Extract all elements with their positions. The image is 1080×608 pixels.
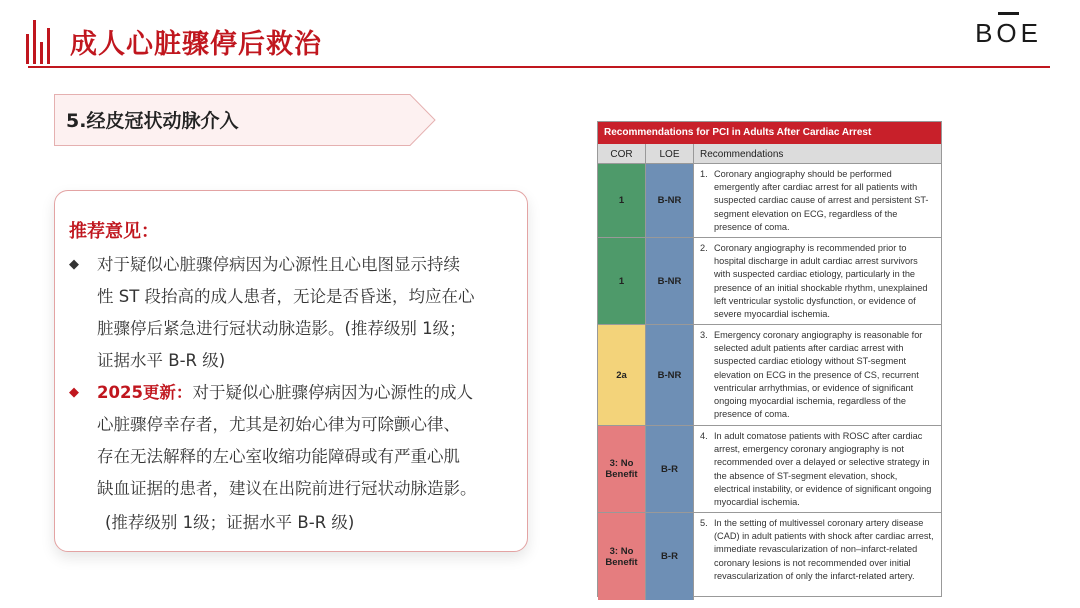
rec-number: 4. <box>700 431 708 441</box>
rec-line: 缺血证据的患者，建议在出院前进行冠状动脉造影。 <box>97 479 477 498</box>
guideline-table <box>597 121 942 597</box>
section-tag <box>54 94 436 146</box>
rec-line: 心脏骤停幸存者，尤其是初始心律为可除颤心律、 <box>97 415 460 434</box>
diamond-bullet-icon: ◆ <box>69 385 79 400</box>
section-label: 5.经皮冠状动脉介入 <box>66 110 239 132</box>
cor-cell: 3: No Benefit <box>598 513 646 600</box>
cor-cell: 1 <box>598 238 646 324</box>
loe-cell: B-NR <box>646 325 694 425</box>
table-row <box>598 164 941 238</box>
update-badge: 2025更新： <box>97 383 193 402</box>
rec-text: In the setting of multivessel coronary artery disease (CAD) in adult patients with shock after cardiac arrest, immediate revascularization of non–infarct-related coronary lesions is not recommended over initial revascularization of only the infarct-related artery. <box>714 518 934 581</box>
table-header-row <box>598 144 941 164</box>
recommendation-cell <box>694 426 941 512</box>
recommendation-cell <box>694 164 941 237</box>
rec-line: 证据水平 B-R 级) <box>97 351 226 370</box>
loe-cell: B-NR <box>646 238 694 324</box>
brand-logo: BOE <box>975 18 1042 48</box>
rec-line: 对于疑似心脏骤停病因为心源性的成人 <box>192 383 473 402</box>
rec-line: 性 ST 段抬高的成人患者，无论是否昏迷，均应在心 <box>97 287 475 306</box>
rec-number: 3. <box>700 330 708 340</box>
slide-title: 成人心脏骤停后救治 <box>70 29 322 60</box>
rec-line: 对于疑似心脏骤停病因为心源性且心电图显示持续 <box>97 255 460 274</box>
header-divider <box>28 66 1050 68</box>
rec-text: Coronary angiography should be performed emergently after cardiac arrest for all patients with suspected cardiac cause of arrest and persistent ST-segment elevation on ECG, regardless of the presence of coma. <box>714 169 929 232</box>
rec-line: 脏骤停后紧急进行冠状动脉造影。(推荐级别 1级； <box>97 319 466 338</box>
table-row <box>598 325 941 426</box>
cor-cell: 3: No Benefit <box>598 426 646 512</box>
loe-cell: B-NR <box>646 164 694 237</box>
recommendation-cell <box>694 513 941 600</box>
diamond-bullet-icon: ◆ <box>69 257 79 272</box>
recommendation-cell <box>694 325 941 425</box>
header-recommendations: Recommendations <box>700 149 784 160</box>
recommendation-cell <box>694 238 941 324</box>
rec-text: In adult comatose patients with ROSC after cardiac arrest, emergency coronary angiography is not recommended over a delayed or selective strategy in the absence of ST-segment elevation, shock, electrical instability, or evidence of significant ongoing myocardial ischemia. <box>714 431 932 508</box>
rec-text: Coronary angiography is recommended prior to hospital discharge in adult cardiac arrest survivors with suspected cardiac etiology, particularly in the presence of an initial shockable rhythm, unexplained left ventricular systolic dysfunction, or evidence of severe myocardial ischemia. <box>714 243 928 320</box>
table-row <box>598 238 941 325</box>
table-row <box>598 426 941 513</box>
rec-text: Emergency coronary angiography is reasonable for selected adult patients after cardiac arrest with suspected cardiac etiology without ST-segment elevation on ECG in the presence of CS, recurrent ventricular arrhythmias, or evidence of significant ongoing myocardial ischemia, regardless of the presence of coma. <box>714 330 923 420</box>
loe-cell: B-R <box>646 426 694 512</box>
rec-number: 2. <box>700 243 708 253</box>
recommendation-heading: 推荐意见： <box>69 221 159 242</box>
recommendation-card <box>54 190 528 552</box>
rec-number: 5. <box>700 518 708 528</box>
cor-cell: 1 <box>598 164 646 237</box>
table-caption: Recommendations for PCI in Adults After Cardiac Arrest <box>598 122 941 144</box>
rec-line: 存在无法解释的左心室收缩功能障碍或有严重心肌 <box>97 447 460 466</box>
header-bars-icon <box>26 20 56 64</box>
rec-number: 1. <box>700 169 708 179</box>
table-row <box>598 513 941 600</box>
loe-cell: B-R <box>646 513 694 600</box>
header-cor: COR <box>598 144 646 163</box>
header-loe: LOE <box>646 144 694 163</box>
recommendation-note: (推荐级别 1级；证据水平 B-R 级) <box>105 513 355 532</box>
cor-cell: 2a <box>598 325 646 425</box>
